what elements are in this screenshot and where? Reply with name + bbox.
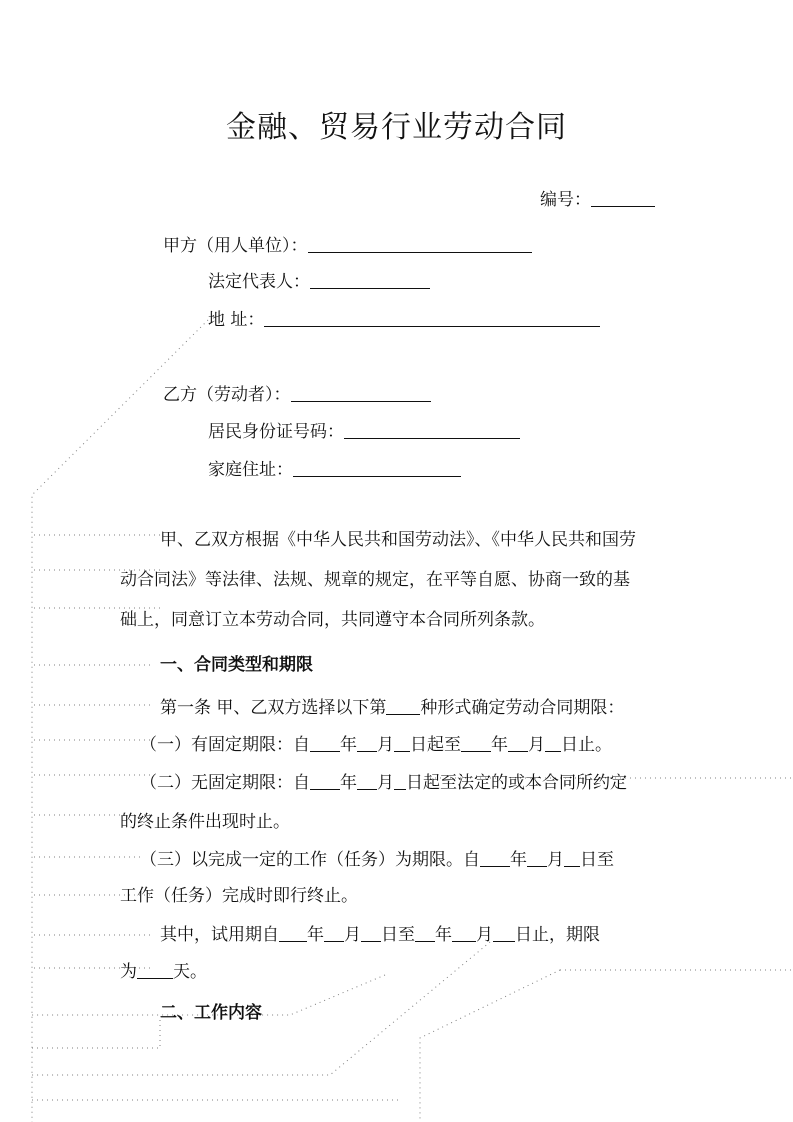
probation-days-unit: 天。 [173,962,207,982]
representative-label: 法定代表人： [208,272,310,292]
address-blank[interactable] [264,310,600,327]
party-b-label: 乙方（劳动者）： [163,385,291,405]
opt1-end-month: 月 [528,735,545,755]
opt2-text: （二）无固定期限：自 [140,773,310,793]
opt3-text: （三）以完成一定的工作（任务）为期限。自 [140,850,480,870]
opt2-month-blank[interactable] [357,773,377,790]
article-1-text-a: 第一条 甲、乙双方选择以下第 [160,698,387,718]
probation-start-day-blank[interactable] [361,925,381,942]
home-address-blank[interactable] [293,460,461,477]
opt3-month: 月 [547,850,564,870]
document-title: 金融、贸易行业劳动合同 [226,110,567,145]
intro-line-2: 动合同法》等法律、法规、规章的规定，在平等自愿、协商一致的基 [120,570,630,590]
representative-blank[interactable] [310,272,430,289]
probation-start-year-blank[interactable] [279,925,307,942]
home-address-row [208,460,461,480]
section-1-heading: 一、合同类型和期限 [160,655,313,675]
id-number-row [208,422,520,442]
probation-to: 日至 [381,925,415,945]
probation-year: 年 [307,925,324,945]
party-b-blank[interactable] [291,385,431,402]
opt2-month: 月 [377,773,394,793]
intro-line-3: 础上，同意订立本劳动合同，共同遵守本合同所列条款。 [120,610,545,630]
option-fixed-term [140,735,612,755]
contract-number-label: 编号： [540,190,591,210]
option-task-term-line-2: 工作（任务）完成时即行终止。 [120,886,358,906]
representative-row [208,272,430,292]
opt1-text: （一）有固定期限：自 [140,735,310,755]
intro-line-1: 甲、乙双方根据《中华人民共和国劳动法》、《中华人民共和国劳 [160,530,636,550]
option-open-term-line-2: 的终止条件出现时止。 [120,812,290,832]
contract-number-blank[interactable] [591,190,655,207]
address-label: 地 址： [208,310,265,330]
probation-end-year: 年 [435,925,452,945]
probation-row [160,925,600,945]
party-b-row [163,385,431,405]
party-a-label: 甲方（用人单位）： [163,236,308,256]
probation-end-year-blank[interactable] [415,925,435,942]
address-row [208,310,600,330]
opt1-end-year-blank[interactable] [461,735,491,752]
probation-end-month: 月 [476,925,493,945]
opt1-to: 日起至 [410,735,461,755]
opt3-month-blank[interactable] [527,850,547,867]
option-open-term [140,773,627,793]
opt1-start-year-blank[interactable] [310,735,340,752]
opt1-end: 日止。 [561,735,612,755]
opt2-year-blank[interactable] [310,773,340,790]
probation-start-month-blank[interactable] [324,925,344,942]
opt2-year: 年 [340,773,357,793]
party-a-row [163,236,532,256]
probation-for: 为 [120,962,137,982]
contract-number-row [540,190,655,210]
opt1-month: 月 [377,735,394,755]
probation-end-month-blank[interactable] [452,925,476,942]
article-1 [160,698,624,718]
party-a-blank[interactable] [308,236,532,253]
opt2-rest: 日起至法定的或本合同所约定 [406,773,627,793]
probation-end: 日止，期限 [515,925,600,945]
opt1-year: 年 [340,735,357,755]
opt3-to: 日至 [580,850,614,870]
opt1-start-day-blank[interactable] [394,735,410,752]
opt1-end-month-blank[interactable] [508,735,528,752]
probation-end-day-blank[interactable] [493,925,515,942]
opt1-start-month-blank[interactable] [357,735,377,752]
id-number-label: 居民身份证号码： [208,422,344,442]
opt3-day-blank[interactable] [564,850,580,867]
option-task-term [140,850,614,870]
probation-days-row [120,962,207,982]
article-1-blank[interactable] [386,698,420,715]
opt2-day-blank[interactable] [394,773,406,790]
opt1-end-year: 年 [491,735,508,755]
probation-month: 月 [344,925,361,945]
section-2-heading: 二、工作内容 [160,1003,262,1023]
opt3-year-blank[interactable] [480,850,510,867]
probation-days-blank[interactable] [137,962,173,979]
opt1-end-day-blank[interactable] [545,735,561,752]
article-1-text-b: 种形式确定劳动合同期限： [420,698,625,718]
id-number-blank[interactable] [344,422,520,439]
probation-text: 其中，试用期自 [160,925,279,945]
opt3-year: 年 [510,850,527,870]
home-address-label: 家庭住址： [208,460,293,480]
